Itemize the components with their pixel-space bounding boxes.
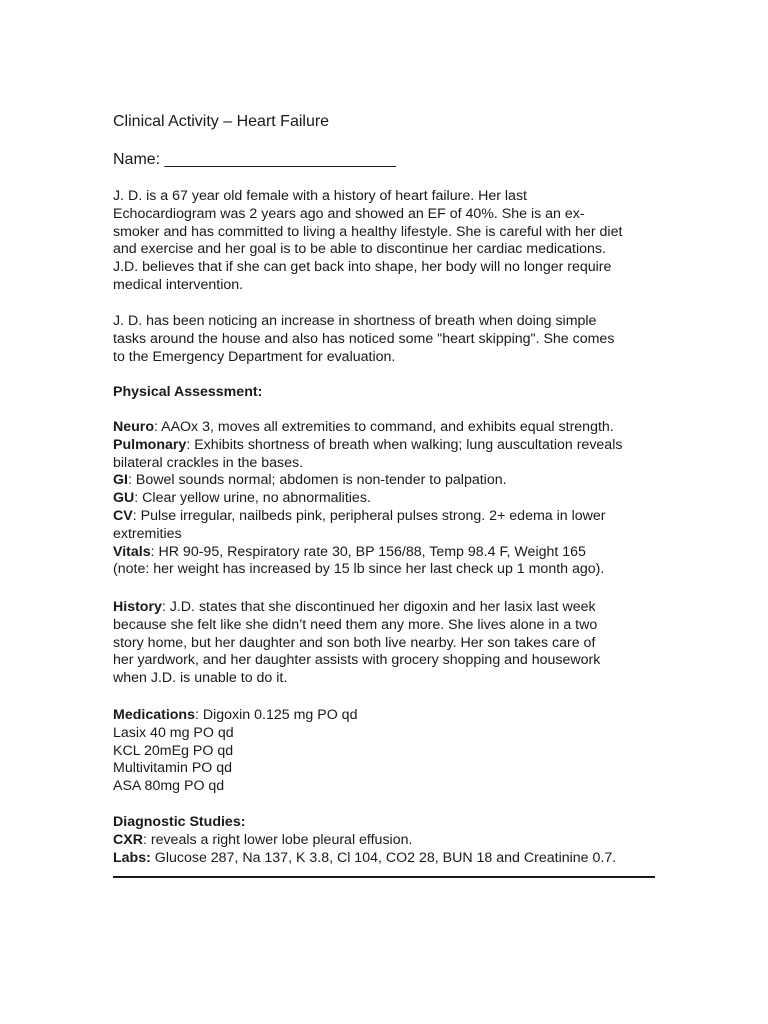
document-title: Clinical Activity – Heart Failure <box>113 113 330 130</box>
symptoms-line: J. D. has been noticing an increase in shortness of breath when doing simple <box>113 313 597 329</box>
medication-item: ASA 80mg PO qd <box>113 778 225 795</box>
cv-text: : Pulse irregular, nailbeds pink, peripheral pulses strong. 2+ edema in lower <box>132 507 606 524</box>
intro-line: medical intervention. <box>113 276 244 293</box>
pulmonary-text: : Exhibits shortness of breath when walking; lung auscultation reveals <box>186 436 623 453</box>
gu-line <box>113 490 622 508</box>
diagnostic-studies-section <box>113 832 616 868</box>
history-line: her yardwork, and her daughter assists with grocery shopping and housework <box>113 652 601 669</box>
physical-assessment-heading: Physical Assessment: <box>113 384 263 400</box>
diagnostic-studies-heading: Diagnostic Studies: <box>113 814 246 830</box>
medications-label: Medications <box>113 707 195 723</box>
gu-label: GU <box>113 490 135 507</box>
history-label: History <box>113 599 162 615</box>
cv-label: CV <box>113 507 133 524</box>
symptoms-line: to the Emergency Department for evaluation. <box>113 348 396 365</box>
gi-text: : Bowel sounds normal; abdomen is non-tender to palpation. <box>127 472 507 489</box>
pulmonary-continuation: bilateral crackles in the bases. <box>113 454 304 471</box>
medication-item: Multivitamin PO qd <box>113 760 233 777</box>
intro-paragraph <box>113 188 622 295</box>
symptoms-line: tasks around the house and also has noticed some "heart skipping". She comes <box>113 330 615 347</box>
neuro-label: Neuro <box>113 419 154 435</box>
history-section <box>113 599 600 688</box>
intro-line: J. D. is a 67 year old female with a history of heart failure. Her last <box>113 188 527 204</box>
labs-text: Glucose 287, Na 137, K 3.8, Cl 104, CO2 28, BUN 18 and Creatinine 0.7. <box>150 849 617 866</box>
cxr-label: CXR <box>113 832 143 848</box>
section-divider <box>113 876 655 878</box>
vitals-line <box>113 544 622 562</box>
neuro-line <box>113 419 622 437</box>
history-text: : J.D. states that she discontinued her digoxin and her lasix last week <box>161 599 596 615</box>
name-field-line: Name: __________________________ <box>113 151 396 168</box>
gu-text: : Clear yellow urine, no abnormalities. <box>134 490 371 507</box>
intro-line: Echocardiogram was 2 years ago and showed an EF of 40%. She is an ex- <box>113 205 585 222</box>
cv-continuation: extremities <box>113 525 182 542</box>
pulmonary-line <box>113 437 622 455</box>
vitals-continuation: (note: her weight has increased by 15 lb since her last check up 1 month ago). <box>113 561 605 578</box>
cxr-line <box>113 832 616 850</box>
cxr-text: : reveals a right lower lobe pleural effusion. <box>142 832 413 848</box>
symptoms-paragraph <box>113 313 614 366</box>
gi-label: GI <box>113 472 128 489</box>
vitals-label: Vitals <box>113 543 151 560</box>
intro-line: and exercise and her goal is to be able to discontinue her cardiac medications. <box>113 241 606 258</box>
physical-assessment-section <box>113 419 622 579</box>
cv-line <box>113 508 622 526</box>
medication-item: Lasix 40 mg PO qd <box>113 724 234 741</box>
history-line: because she felt like she didn’t need them any more. She lives alone in a two <box>113 616 598 633</box>
history-line: when J.D. is unable to do it. <box>113 670 288 687</box>
medication-item: : Digoxin 0.125 mg PO qd <box>195 707 358 723</box>
history-line <box>113 599 600 617</box>
gi-line <box>113 472 622 490</box>
labs-line <box>113 850 616 868</box>
history-line: story home, but her daughter and son both live nearby. Her son takes care of <box>113 634 596 651</box>
pulmonary-label: Pulmonary <box>113 436 187 453</box>
medications-section <box>113 707 357 796</box>
neuro-text: : AAOx 3, moves all extremities to command, and exhibits equal strength. <box>154 419 614 435</box>
labs-label: Labs: <box>113 849 151 866</box>
vitals-text: : HR 90-95, Respiratory rate 30, BP 156/88, Temp 98.4 F, Weight 165 <box>150 543 586 560</box>
intro-line: smoker and has committed to living a healthy lifestyle. She is careful with her diet <box>113 223 623 240</box>
intro-line: J.D. believes that if she can get back into shape, her body will no longer require <box>113 259 612 276</box>
medications-line <box>113 707 357 725</box>
medication-item: KCL 20mEg PO qd <box>113 742 234 759</box>
